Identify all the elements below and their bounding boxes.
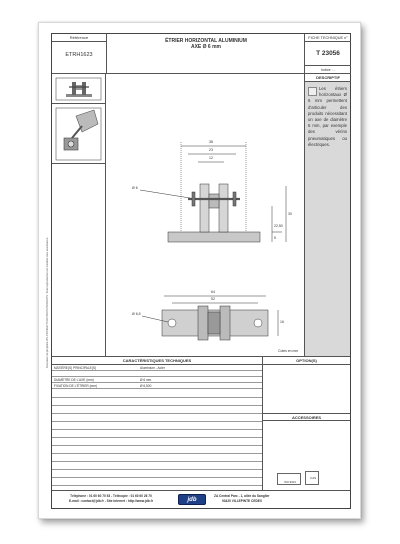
table-rule [52,397,262,398]
table-rule [52,421,262,422]
logo-text: jdb [187,496,197,503]
reference-label: Référence [52,34,106,42]
dim-23-label: 23 [209,148,213,152]
table-rule [52,461,262,462]
bracket-thumbnail-icon [52,74,105,104]
certification-stamp [277,473,301,485]
certification-text: ISO 9001 [284,480,296,484]
technical-drawing [106,74,304,356]
table-rule [52,469,262,470]
table-rule [52,445,262,446]
dropcap-icon [308,87,317,96]
indice-label: Indice : - [305,66,351,74]
reference-box [52,34,106,74]
descriptif-text: Les étriers horizontaux Ø 6 mm permettent d'articuler des produits nécessitant un axe de diamètre 6 mm, par exemple des vérins pneumatiques ou électriques. [308,86,347,147]
page-subtitle: AXE Ø 6 mm [190,44,221,50]
dim-16-label: 16 [280,320,284,324]
footer-email: E-mail : contact@jdb.fr - Site internet : http://www.jdb.fr [69,499,153,503]
datasheet-page [38,22,361,519]
footer-address-2: 93420 VILLEPINTE CEDEX [222,499,263,503]
descriptif-label: DESCRIPTIF [305,74,351,82]
fiche-label: FICHE TECHNIQUE n° [305,34,351,42]
row-value: Ø 6 mm [140,378,152,382]
bottom-view-drawing [142,296,278,340]
row-label: MATIÈRE(S) PRINCIPALE(S) [54,366,97,370]
row-value: Aluminium - Acier [140,366,165,370]
certification-mark [305,471,319,485]
dim-diam6-5-label: Ø 6,5 [132,312,141,316]
footer-phone: Téléphone : 01 60 60 70 53 - Télécopie : 01 60 60 26 70 [70,494,152,498]
row-label: FIXATION DE L'ÉTRIER (mm) [54,384,98,388]
cylinder-mount-thumbnail-icon [52,104,105,164]
dim-64-label: 64 [211,290,215,294]
table-rule [52,477,262,478]
footer-address-1: ZA Central Parc - 1, allée du Sanglier [214,494,270,498]
unit-note: Cotes en mm [278,349,299,353]
footer [52,490,350,508]
table-rule [52,429,262,430]
accessories-title: ACCESSOIRES [263,413,350,421]
row-value: Ø 6,500 [140,384,152,388]
reference-value: ETRH1623 [65,52,93,58]
dim-22-50-label: 22,50 [274,224,283,228]
thumbnail-1 [52,74,105,104]
dim-52-label: 52 [211,297,215,301]
table-rule [52,413,262,414]
descriptif-panel [305,82,350,356]
dim-diam6-label: Ø 6 [132,186,138,190]
title-box [106,34,304,74]
certification-mark-text: V.dS [309,476,317,480]
dim-12-label: 12 [209,156,213,160]
page-frame [51,33,351,509]
table-row [52,383,262,389]
fiche-number: T 23056 [305,42,351,66]
dim-38-label: 38 [209,140,213,144]
table-rule [52,485,262,486]
characteristics-table [52,365,262,491]
options-title: OPTION(S) [263,357,350,365]
characteristics-title: CARACTÉRISTIQUES TECHNIQUES [52,357,262,365]
top-view-drawing [140,142,286,242]
table-rule [52,437,262,438]
table-rule [52,405,262,406]
page-title: ÉTRIER HORIZONTAL ALUMINIUM [165,38,247,44]
characteristics-section [52,356,262,490]
jdb-logo [178,494,206,505]
dim-30-label: 30 [288,212,292,216]
right-column [304,34,350,356]
table-rule [52,453,262,454]
options-accessories-section [262,356,350,490]
dim-5-label: 5 [274,236,276,240]
thumbnail-2 [52,104,105,164]
sidebar-legal-text: Document de propriété JPL PRODUCTS DIVISION PRODUITS. Toute reproduction est interdite sans autorisation. [45,237,49,369]
row-label: DIAMÈTRE DE L'AXE (mm) [54,378,94,382]
thumbnail-column [52,74,106,356]
